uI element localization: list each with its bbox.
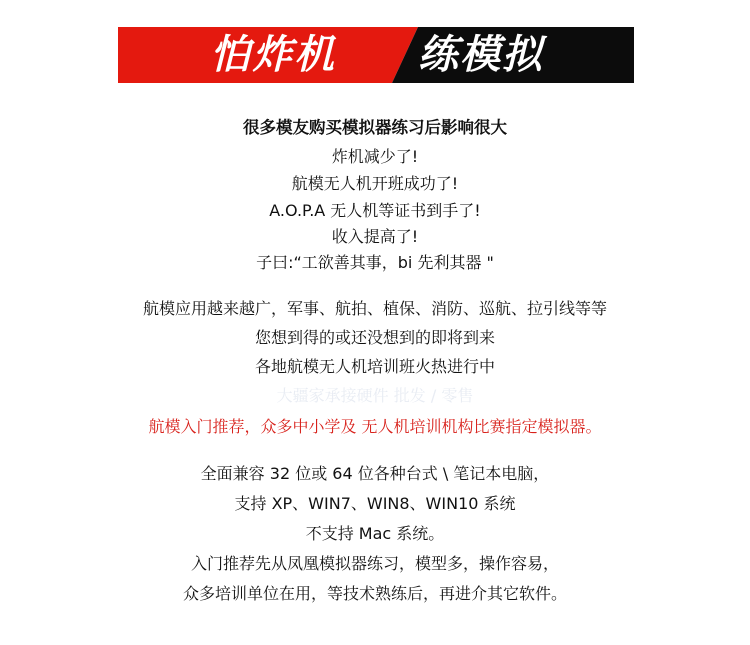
applications-line: 航模应用越来越广，军事、航拍、植保、消防、巡航、拉引线等等 <box>142 299 607 318</box>
compatibility-line: 不支持 Mac 系统。 <box>305 524 445 543</box>
applications-line: 各地航模无人机培训班火热进行中 <box>254 357 495 376</box>
compatibility-line: 众多培训单位在用，等技术熟练后，再进介其它软件。 <box>182 584 567 603</box>
headline: 很多模友购买模拟器练习后影响很大 <box>243 118 507 137</box>
watermark-text: 大疆家承接硬件 批发 / 零售 <box>276 386 474 405</box>
intro-line: 收入提高了! <box>331 227 419 246</box>
compatibility-line: 全面兼容 32 位或 64 位各种台式 \ 笔记本电脑， <box>200 464 550 483</box>
intro-line: 炸机减少了! <box>331 147 419 166</box>
compatibility-line: 入门推荐先从凤凰模拟器练习，模型多，操作容易， <box>190 554 559 573</box>
recommendation-text: 航模入门推荐，众多中小学及 无人机培训机构比赛指定模拟器。 <box>148 417 602 436</box>
banner-left-title: 怕炸机 <box>210 32 336 78</box>
quote-line: 子曰:“工欲善其事，bi 先利其器 " <box>256 253 494 272</box>
intro-line: A.O.P.A 无人机等证书到手了! <box>269 201 481 220</box>
compatibility-line: 支持 XP、WIN7、WIN8、WIN10 系统 <box>234 494 516 513</box>
intro-line: 航模无人机开班成功了! <box>291 174 459 193</box>
title-banner <box>118 27 634 83</box>
banner-right-title: 练模拟 <box>418 32 544 78</box>
applications-line: 您想到得的或还没想到的即将到来 <box>254 328 495 347</box>
